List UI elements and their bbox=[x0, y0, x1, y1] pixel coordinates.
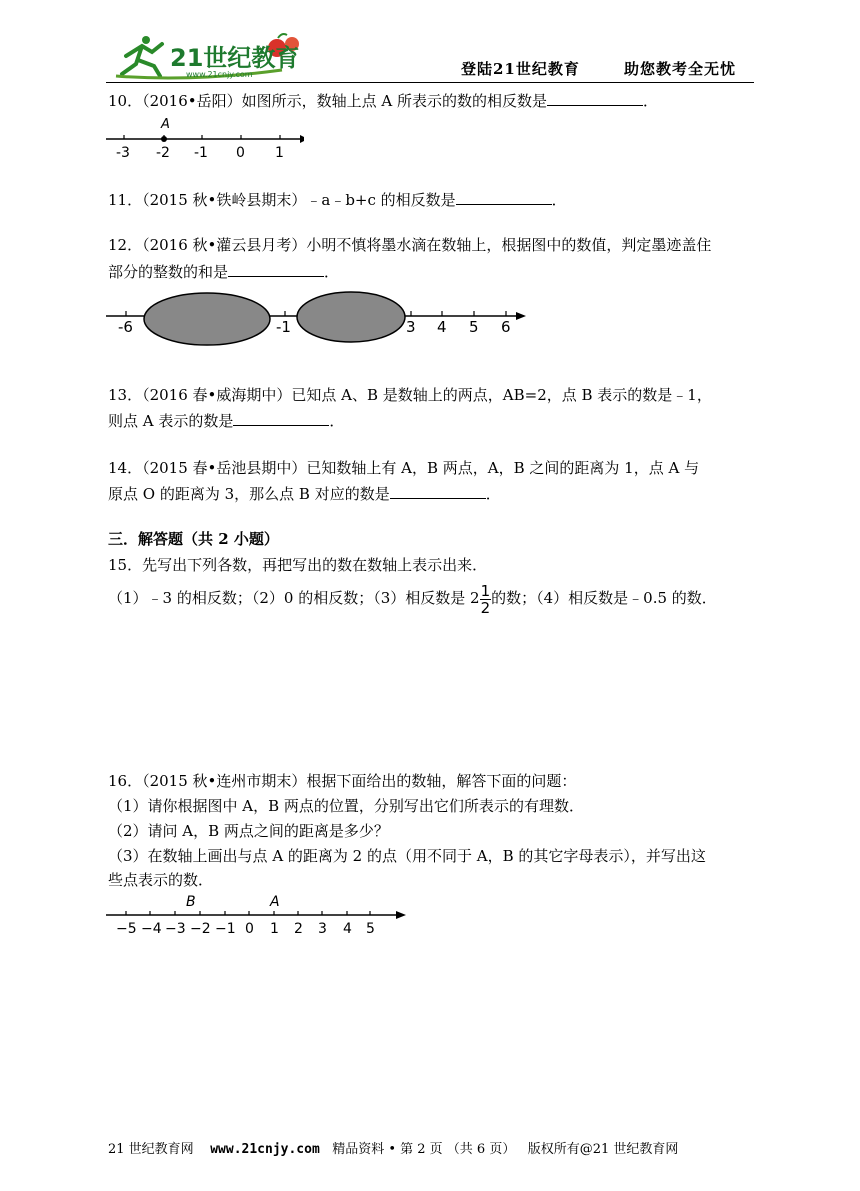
answer-blank-13 bbox=[233, 409, 329, 426]
header-divider bbox=[106, 82, 754, 83]
question-11 bbox=[108, 188, 567, 211]
tick-label: −5 bbox=[116, 921, 137, 937]
question-10 bbox=[108, 89, 658, 112]
question-16-line5: 些点表示的数． bbox=[108, 871, 214, 889]
question-16-line3: （2）请问 A，B 两点之间的距离是多少？ bbox=[108, 822, 389, 840]
footer-site: www.21cnjy.com bbox=[210, 1142, 320, 1157]
question-12-text: 部分的整数的和是 bbox=[108, 263, 229, 281]
footer-copyright: 版权所有@21 世纪教育网 bbox=[527, 1142, 679, 1157]
logo-url: www.21cnjy.com bbox=[186, 70, 253, 79]
footer-left: 21 世纪教育网 bbox=[108, 1142, 194, 1157]
tick-label: −3 bbox=[165, 921, 186, 937]
question-14-line2 bbox=[108, 482, 501, 505]
tick-label: 1 bbox=[275, 145, 284, 160]
tick-label: 5 bbox=[366, 921, 375, 937]
ink-blot-left bbox=[144, 293, 270, 345]
number-line-q10 bbox=[104, 110, 304, 160]
tick-label: 4 bbox=[437, 318, 447, 336]
question-16-line2: （1）请你根据图中 A，B 两点的位置，分别写出它们所表示的有理数． bbox=[108, 797, 584, 815]
question-11-text: 11．（2015 秋•铁岭县期末）﹣a﹣b+c 的相反数是 bbox=[108, 191, 456, 209]
question-16-line1: 16．（2015 秋•连州市期末）根据下面给出的数轴，解答下面的问题： bbox=[108, 772, 577, 790]
header-slogan-right: 助您教考全无忧 bbox=[624, 60, 737, 78]
footer-page-info: 精品资料 • 第 2 页 （共 6 页） bbox=[332, 1142, 516, 1157]
question-12-line1: 12．（2016 秋•灌云县月考）小明不慎将墨水滴在数轴上，根据图中的数值，判定墨迹盖住 bbox=[108, 236, 712, 254]
answer-blank-12 bbox=[228, 260, 324, 277]
tick-label: 3 bbox=[318, 921, 327, 937]
question-11-end: ． bbox=[551, 191, 567, 209]
tick-label: -2 bbox=[156, 145, 170, 160]
tick-label: -3 bbox=[116, 145, 130, 160]
answer-blank-10 bbox=[547, 89, 643, 106]
answer-blank-11 bbox=[456, 188, 552, 205]
question-13-text: 则点 A 表示的数是 bbox=[108, 412, 234, 430]
fraction-denominator: 2 bbox=[480, 598, 491, 617]
question-16-line4: （3）在数轴上画出与点 A 的距离为 2 的点（用不同于 A，B 的其它字母表示），并写出这 bbox=[108, 847, 706, 865]
tick-label: 6 bbox=[501, 318, 511, 336]
question-14-line1: 14．（2015 春•岳池县期中）已知数轴上有 A，B 两点，A，B 之间的距离为 1，点 A 与 bbox=[108, 459, 700, 477]
question-10-text: 10．（2016•岳阳）如图所示，数轴上点 A 所表示的数的相反数是 bbox=[108, 92, 547, 110]
question-12-line2 bbox=[108, 260, 339, 283]
logo-text: 21世纪教育 bbox=[170, 44, 300, 72]
question-10-end: ． bbox=[642, 92, 658, 110]
number-line-q12 bbox=[104, 290, 534, 350]
logo-graphic bbox=[112, 30, 312, 82]
tick-label: -1 bbox=[194, 145, 208, 160]
tick-label: −4 bbox=[141, 921, 162, 937]
tick-label: 0 bbox=[236, 145, 245, 160]
point-a-label: A bbox=[161, 117, 170, 132]
header-slogan-left: 登陆21世纪教育 bbox=[461, 60, 580, 78]
tick-label: 5 bbox=[469, 318, 479, 336]
question-12-end: ． bbox=[324, 263, 340, 281]
tick-label: 3 bbox=[406, 318, 416, 336]
question-15-part-b: 的数；（4）相反数是﹣0.5 的数． bbox=[491, 589, 717, 607]
tick-label: -1 bbox=[276, 318, 291, 336]
page-footer bbox=[108, 1138, 678, 1157]
tick-label: 1 bbox=[270, 921, 279, 937]
fraction-one-half bbox=[480, 583, 492, 616]
tick-label: 0 bbox=[245, 921, 254, 937]
question-13-end: ． bbox=[329, 412, 345, 430]
logo bbox=[112, 30, 312, 82]
point-b-label: B bbox=[186, 894, 196, 910]
question-13-line2 bbox=[108, 409, 344, 432]
question-13-line1: 13．（2016 春•威海期中）已知点 A、B 是数轴上的两点，AB=2，点 B 表示的数是﹣1， bbox=[108, 386, 712, 404]
tick-label: 2 bbox=[294, 921, 303, 937]
tick-label: -6 bbox=[118, 318, 133, 336]
question-15-line2 bbox=[108, 578, 717, 618]
section-title: 三．解答题（共 2 小题） bbox=[108, 530, 279, 548]
number-line-q16 bbox=[104, 888, 414, 938]
tick-label: −2 bbox=[190, 921, 211, 937]
answer-blank-14 bbox=[390, 482, 486, 499]
question-14-end: ． bbox=[485, 485, 501, 503]
point-a-label: A bbox=[270, 894, 280, 910]
ink-blot-right bbox=[297, 292, 405, 342]
tick-label: 4 bbox=[343, 921, 352, 937]
question-15-part-a: （1）﹣3 的相反数；（2）0 的相反数；（3）相反数是 2 bbox=[108, 589, 480, 607]
point-a-dot bbox=[161, 136, 167, 142]
question-15-line1: 15．先写出下列各数，再把写出的数在数轴上表示出来． bbox=[108, 556, 488, 574]
question-14-text: 原点 O 的距离为 3，那么点 B 对应的数是 bbox=[108, 485, 390, 503]
fraction-numerator: 1 bbox=[480, 581, 491, 600]
tick-label: −1 bbox=[215, 921, 236, 937]
